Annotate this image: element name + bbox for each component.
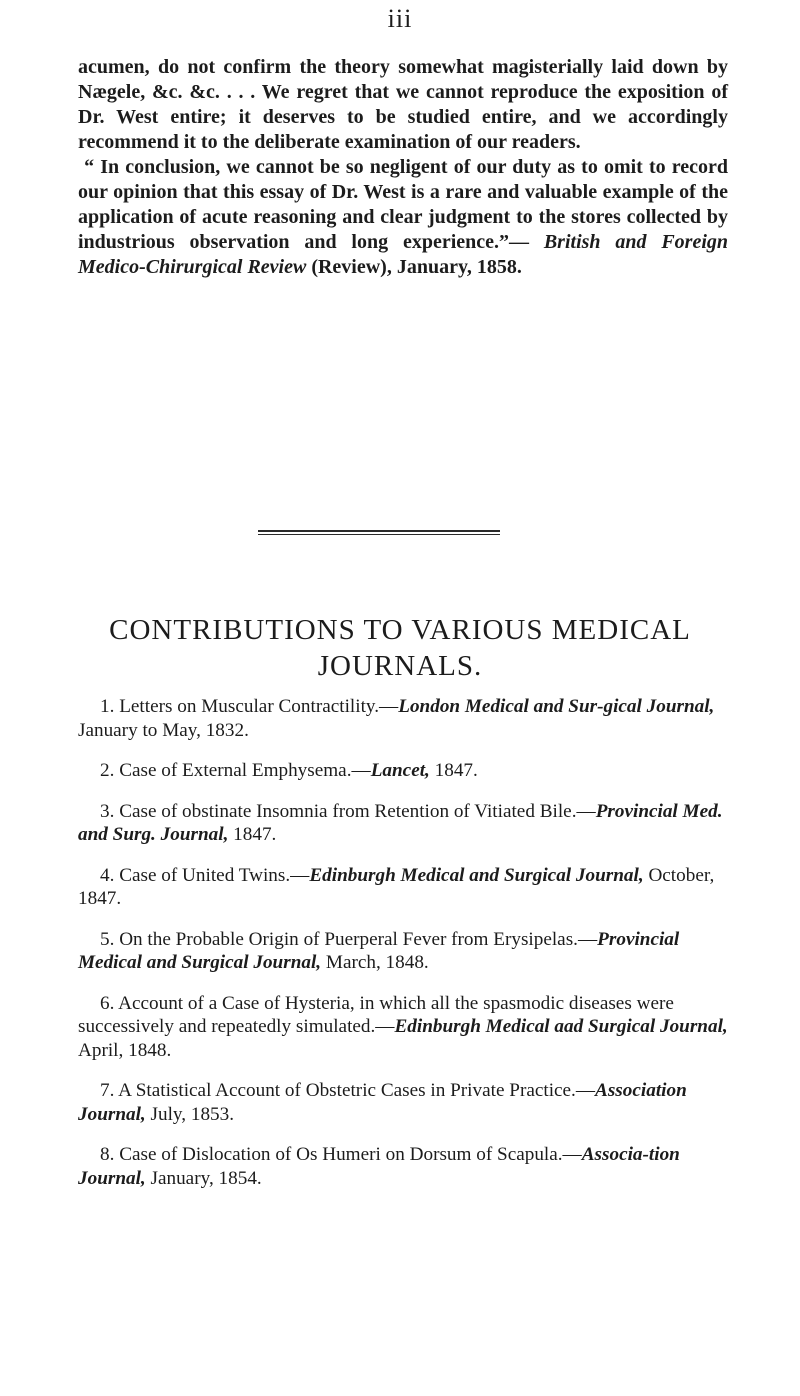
- list-item: [78, 1143, 728, 1190]
- entry-journal: Lancet,: [370, 760, 430, 781]
- entry-title: 2. Case of External Emphysema.—: [100, 760, 371, 781]
- list-item: [78, 992, 728, 1063]
- list-item: [78, 695, 728, 742]
- entry-title: 8. Case of Dislocation of Os Humeri on Dorsum of Scapula.—: [100, 1144, 582, 1165]
- entry-journal: Provincial Med. and Surg. Journal,: [78, 800, 723, 845]
- divider-thin-line: [258, 534, 500, 535]
- entry-date: 1847.: [429, 760, 478, 781]
- entry-date: 1847.: [228, 824, 277, 845]
- entry-date: January, 1854.: [145, 1167, 262, 1189]
- divider-thick-line: [258, 530, 500, 532]
- entry-journal: London Medical and Sur-gical Journal,: [398, 696, 715, 717]
- entry-journal: Edinburgh Medical and Surgical Journal,: [309, 864, 644, 886]
- entry-date: April, 1848.: [78, 1039, 172, 1061]
- entry-title: 6. Account of a Case of Hysteria, in which all the spasmodic diseases were successively and repeatedly simulated.—: [78, 992, 674, 1037]
- review-source: British and Foreign Medico-Chirurgical Review: [78, 231, 728, 278]
- entry-journal: Provincial Medical and Surgical Journal,: [78, 928, 680, 973]
- review-conclusion: [78, 155, 728, 280]
- list-item: [78, 864, 728, 911]
- section-heading: [40, 612, 760, 684]
- entry-title: 4. Case of United Twins.—: [100, 864, 310, 886]
- list-item: [78, 1079, 728, 1126]
- entry-title: 5. On the Probable Origin of Puerperal Fever from Erysipelas.—: [100, 928, 598, 950]
- entry-date: October, 1847.: [78, 864, 715, 909]
- entry-date: July, 1853.: [145, 1103, 235, 1125]
- review-conclusion-text: “ In conclusion, we cannot be so negligent of our duty as to omit to record our opinion that this essay of Dr. West is a rare and valuable example of the application of acute reasoning and clear judgment to the stores collected by industrious observation and long experience.”—: [78, 156, 728, 253]
- list-item: [78, 800, 728, 847]
- section-divider: [258, 530, 500, 536]
- entry-title: 3. Case of obstinate Insomnia from Retention of Vitiated Bile.—: [100, 800, 596, 822]
- heading-line-1: CONTRIBUTIONS TO VARIOUS MEDICAL: [109, 614, 691, 646]
- entry-journal: Association Journal,: [78, 1080, 687, 1125]
- entry-date: March, 1848.: [321, 952, 429, 973]
- heading-line-2: JOURNALS.: [317, 650, 483, 682]
- review-excerpt: [78, 55, 728, 280]
- review-source-tail: (Review), January, 1858.: [306, 256, 522, 278]
- entry-date: January to May, 1832.: [78, 719, 249, 741]
- list-item: [78, 928, 728, 975]
- review-body-text: acumen, do not confirm the theory somewhat magisterially laid down by Nægele, &c. &c. . . . We regret that we cannot reproduce the exposition of Dr. West entire; it deserves to be studied entire, and we accordingly recommend it to the deliberate examination of our readers.: [78, 56, 728, 153]
- entry-journal: Associa-tion Journal,: [78, 1144, 680, 1189]
- review-body: [78, 55, 728, 155]
- page-number: iii: [387, 4, 413, 33]
- contributions-list: [78, 695, 728, 1207]
- entry-title: 7. A Statistical Account of Obstetric Cases in Private Practice.—: [100, 1080, 596, 1101]
- entry-journal: Edinburgh Medical aad Surgical Journal,: [394, 1016, 728, 1037]
- list-item: [78, 759, 728, 783]
- entry-title: 1. Letters on Muscular Contractility.—: [100, 696, 399, 717]
